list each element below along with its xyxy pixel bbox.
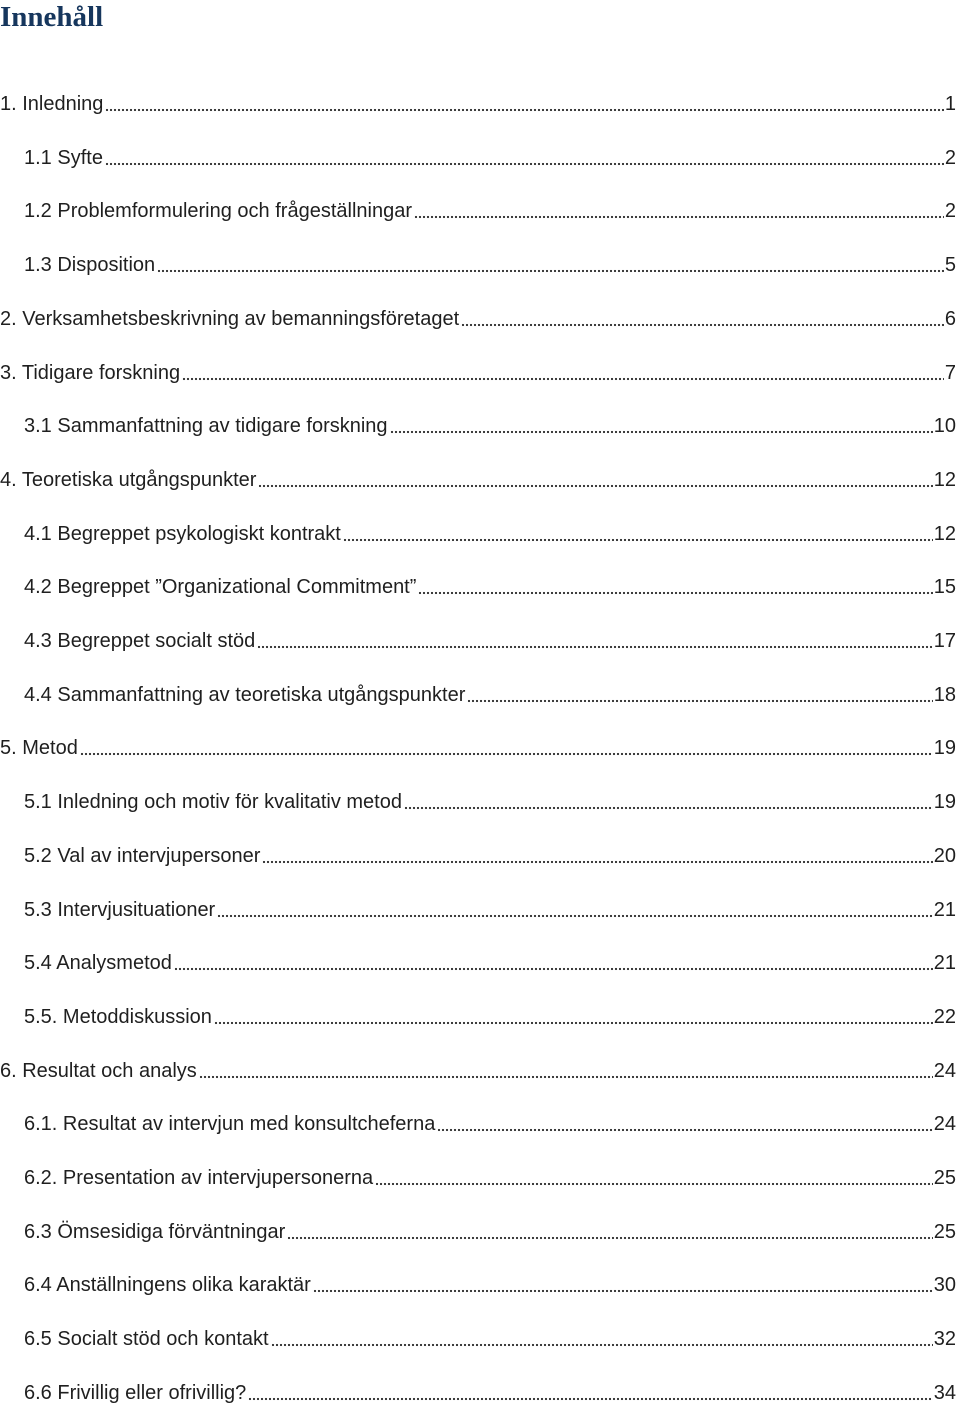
dot-leader (248, 1381, 932, 1401)
toc-entry-page-number[interactable]: 2 (944, 146, 956, 169)
dot-leader (418, 575, 932, 595)
toc-entry-label[interactable]: 6.4 Anställningens olika karaktär (24, 1274, 311, 1297)
toc-entry[interactable] (0, 1102, 956, 1136)
toc-entry-page-number[interactable]: 32 (933, 1328, 956, 1351)
toc-entry-page-number[interactable]: 19 (933, 791, 956, 814)
dot-leader (414, 199, 944, 219)
toc-entry-label[interactable]: 1.1 Syfte (24, 146, 103, 169)
toc-entry[interactable] (0, 995, 956, 1029)
toc-entry-page-number[interactable]: 25 (933, 1167, 956, 1189)
page-title: Innehåll (0, 1, 104, 33)
toc-entry-page-number[interactable]: 7 (944, 361, 956, 384)
toc-entry-label[interactable]: 5.4 Analysmetod (24, 952, 172, 975)
toc-entry-page-number[interactable]: 17 (933, 630, 956, 652)
toc-entry[interactable] (0, 888, 956, 922)
toc-entry-label[interactable]: 4. Teoretiska utgångspunkter (0, 468, 257, 491)
toc-entry[interactable] (0, 136, 956, 170)
toc-entry[interactable] (0, 297, 956, 331)
toc-entry-label[interactable]: 5. Metod (0, 737, 78, 760)
dot-leader (258, 468, 932, 488)
toc-entry[interactable] (0, 834, 956, 868)
toc-entry-label[interactable]: 5.2 Val av intervjupersoner (24, 844, 261, 867)
dot-leader (461, 307, 944, 327)
dot-leader (467, 683, 932, 703)
dot-leader (217, 898, 933, 918)
toc-entry[interactable] (0, 1317, 956, 1351)
dot-leader (437, 1112, 932, 1132)
toc-entry[interactable] (0, 189, 956, 223)
toc-entry-label[interactable]: 6.1. Resultat av intervjun med konsultcheferna (24, 1113, 436, 1136)
dot-leader (199, 1059, 933, 1079)
dot-leader (257, 629, 932, 649)
toc-entry-page-number[interactable]: 24 (933, 1059, 956, 1082)
toc-entry[interactable] (0, 1049, 956, 1083)
dot-leader (157, 253, 944, 273)
dot-leader (390, 414, 933, 434)
toc-entry[interactable] (0, 1210, 956, 1244)
toc-entry-label[interactable]: 6.6 Frivillig eller ofrivillig? (24, 1381, 247, 1404)
toc-entry-label[interactable]: 1.2 Problemformulering och frågeställningar (24, 200, 412, 223)
toc-entry-label[interactable]: 4.2 Begreppet ”Organizational Commitment” (24, 576, 417, 599)
toc-entry[interactable] (0, 458, 956, 492)
toc-entry-page-number[interactable]: 15 (933, 576, 956, 599)
toc-entry-label[interactable]: 3.1 Sammanfattning av tidigare forskning (24, 415, 388, 438)
toc-entry-page-number[interactable]: 6 (944, 307, 956, 330)
toc-entry[interactable] (0, 1371, 956, 1405)
toc-entry-page-number[interactable]: 22 (933, 1005, 956, 1028)
toc-entry-page-number[interactable]: 10 (933, 415, 956, 438)
dot-leader (105, 146, 944, 166)
toc-entry[interactable] (0, 351, 956, 385)
toc-entry-label[interactable]: 6. Resultat och analys (0, 1059, 197, 1082)
toc-entry-label[interactable]: 1. Inledning (0, 93, 104, 115)
dot-leader (214, 1005, 933, 1025)
toc-entry[interactable] (0, 1156, 956, 1190)
toc-entry-label[interactable]: 5.1 Inledning och motiv för kvalitativ metod (24, 791, 402, 814)
toc-entry-page-number[interactable]: 2 (944, 200, 956, 223)
dot-leader (262, 844, 932, 864)
toc-entry[interactable] (0, 82, 956, 116)
toc-entry-page-number[interactable]: 18 (933, 683, 956, 706)
toc-entry[interactable] (0, 1263, 956, 1297)
dot-leader (375, 1166, 933, 1186)
toc-entry-page-number[interactable]: 24 (933, 1113, 956, 1136)
toc-entry-page-number[interactable]: 21 (933, 898, 956, 921)
toc-entry-label[interactable]: 6.5 Socialt stöd och kontakt (24, 1328, 269, 1351)
toc-entry-page-number[interactable]: 1 (944, 93, 956, 115)
toc-entry[interactable] (0, 565, 956, 599)
toc-entry-page-number[interactable]: 12 (933, 522, 956, 545)
dot-leader (80, 736, 933, 756)
toc-entry-page-number[interactable]: 34 (933, 1381, 956, 1404)
toc-entry-page-number[interactable]: 21 (933, 952, 956, 975)
dot-leader (182, 361, 944, 381)
dot-leader (404, 790, 933, 810)
toc-entry-label[interactable]: 4.1 Begreppet psykologiskt kontrakt (24, 522, 341, 545)
toc-entry[interactable] (0, 673, 956, 707)
dot-leader (287, 1220, 933, 1240)
toc-entry[interactable] (0, 780, 956, 814)
toc-entry-page-number[interactable]: 12 (933, 468, 956, 491)
toc-entry-label[interactable]: 2. Verksamhetsbeskrivning av bemanningsföretaget (0, 307, 460, 330)
dot-leader (174, 951, 933, 971)
dot-leader (271, 1327, 933, 1347)
toc-entry[interactable] (0, 619, 956, 653)
toc-entry-label[interactable]: 3. Tidigare forskning (0, 361, 181, 384)
dot-leader (343, 522, 933, 542)
toc-entry[interactable] (0, 726, 956, 760)
dot-leader (105, 92, 943, 112)
toc-entry-page-number[interactable]: 5 (944, 254, 956, 277)
toc-entry-label[interactable]: 6.2. Presentation av intervjupersonerna (24, 1167, 374, 1189)
toc-entry[interactable] (0, 404, 956, 438)
toc-entry[interactable] (0, 512, 956, 546)
toc-entry-page-number[interactable]: 30 (933, 1274, 956, 1297)
toc-entry-label[interactable]: 6.3 Ömsesidiga förväntningar (24, 1220, 286, 1243)
toc-entry[interactable] (0, 243, 956, 277)
toc-entry[interactable] (0, 941, 956, 975)
toc-entry-page-number[interactable]: 19 (933, 737, 956, 760)
toc-entry-label[interactable]: 4.4 Sammanfattning av teoretiska utgångspunkter (24, 683, 466, 706)
toc-entry-label[interactable]: 5.5. Metoddiskussion (24, 1005, 212, 1028)
toc-entry-label[interactable]: 4.3 Begreppet socialt stöd (24, 630, 256, 652)
toc-entry-label[interactable]: 5.3 Intervjusituationer (24, 898, 216, 921)
dot-leader (313, 1273, 933, 1293)
toc-entry-label[interactable]: 1.3 Disposition (24, 254, 156, 277)
toc-entry-page-number[interactable]: 25 (933, 1220, 956, 1243)
toc-entry-page-number[interactable]: 20 (933, 844, 956, 867)
